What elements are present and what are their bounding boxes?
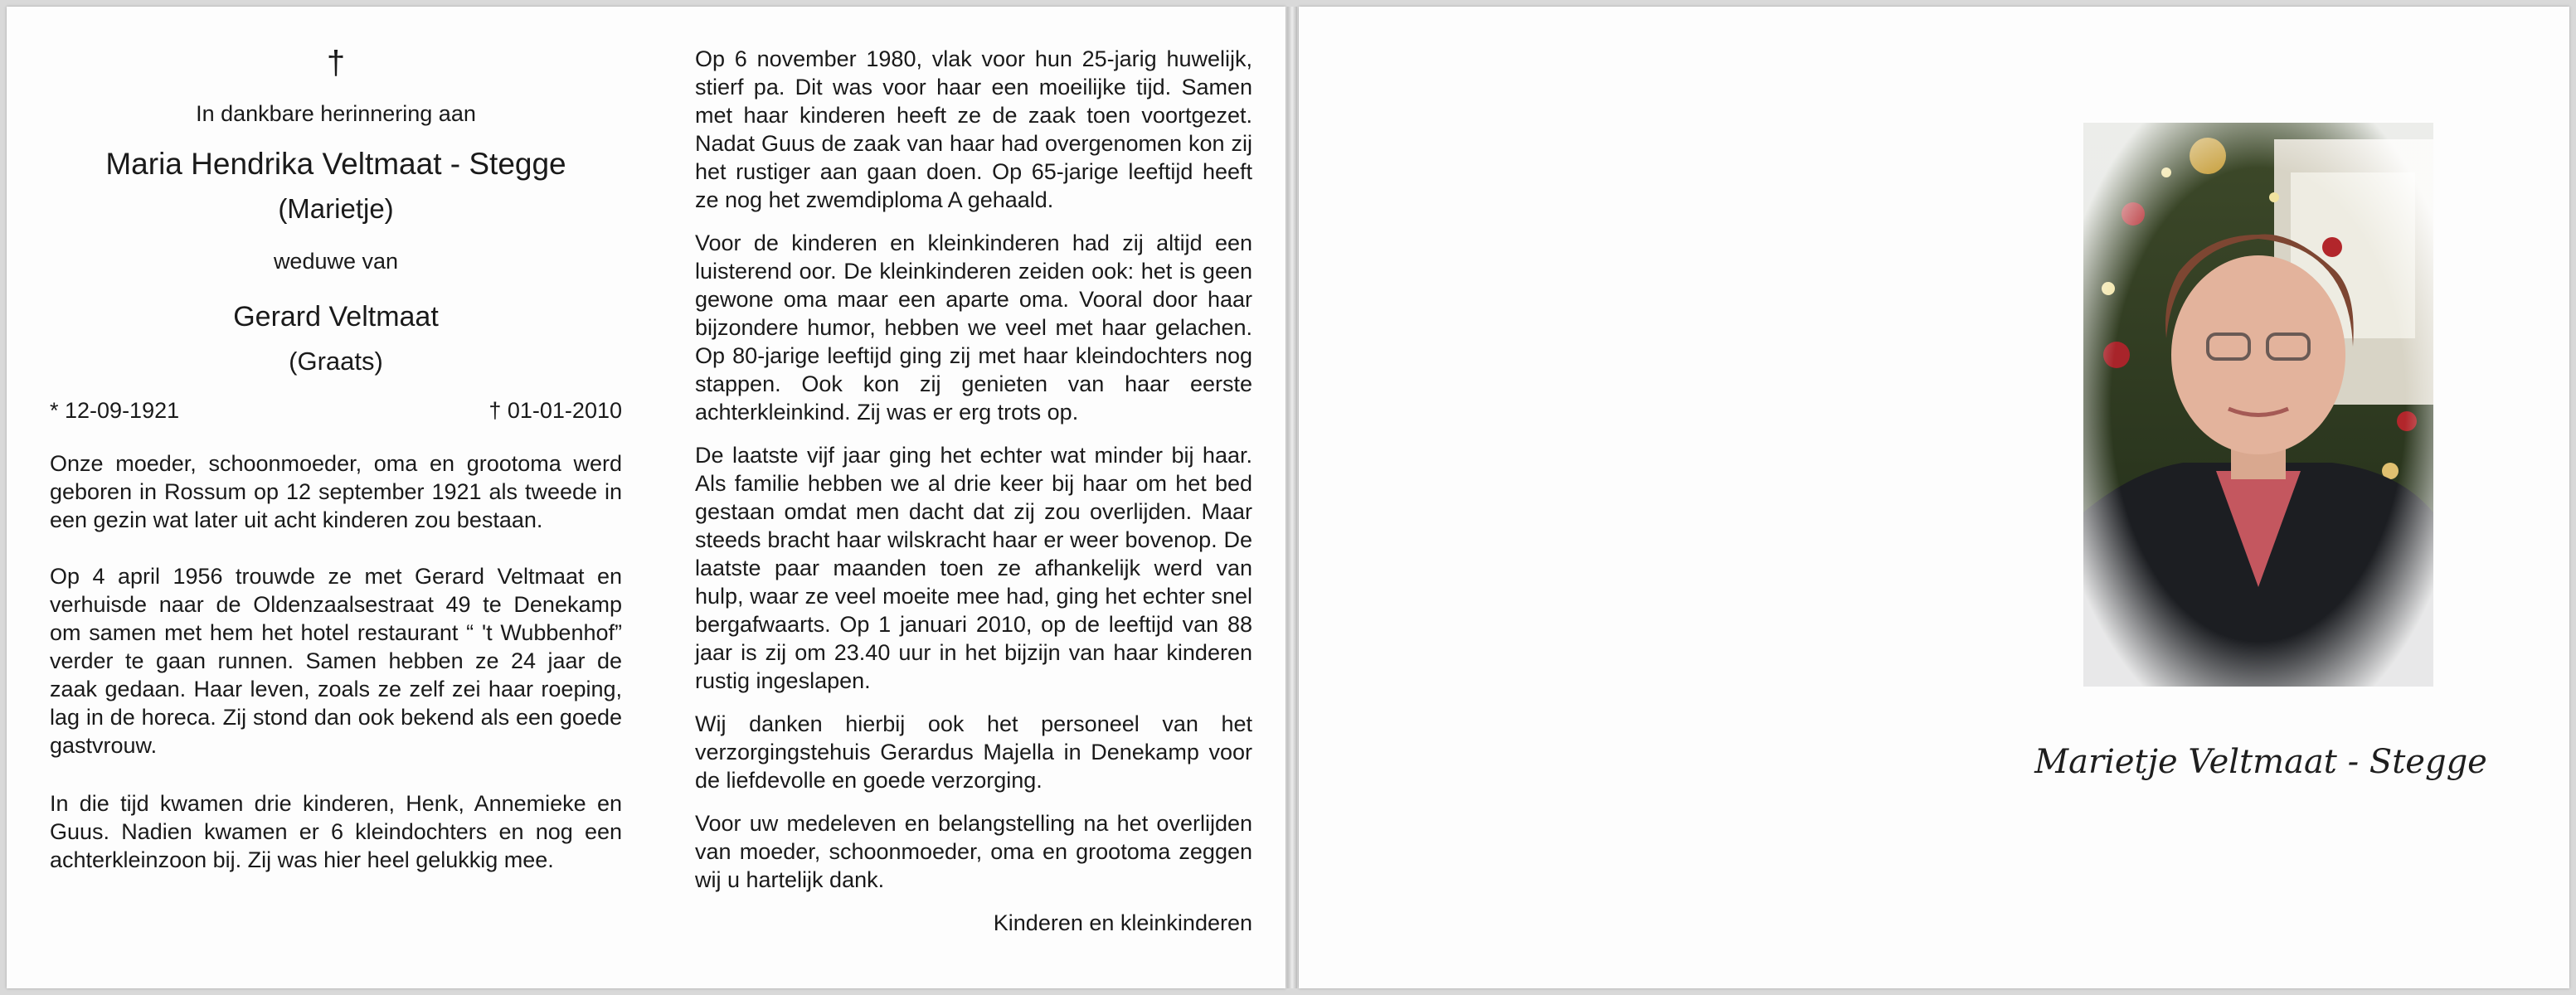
card-front	[1299, 7, 2569, 988]
column-left	[50, 38, 622, 889]
signature: Kinderen en kleinkinderen	[993, 910, 1252, 935]
paragraph: Onze moeder, schoonmoeder, oma en grootoma werd geboren in Rossum op 12 september 1921 als tweede in een gezin wat later uit acht kinderen zou bestaan.	[50, 451, 622, 532]
deceased-name: Maria Hendrika Veltmaat - Stegge	[105, 147, 566, 181]
spouse-nickname: (Graats)	[289, 347, 383, 376]
paragraph: Op 6 november 1980, vlak voor hun 25-jarig huwelijk, stierf pa. Dit was voor haar een moeilijke tijd. Samen met haar kinderen heeft ze de zaak toen voortgezet. Nadat Guus de zaak van haar had overgenomen kon zij het rustiger aan gaan doen. Op 65-jarige leeftijd heeft ze nog het zwemdiploma A gehaald.	[695, 46, 1252, 212]
widow-of-label: weduwe van	[273, 249, 399, 274]
paragraph: In die tijd kwamen drie kinderen, Henk, Annemieke en Guus. Nadien kwamen er 6 kleindochters en nog een achterkleinzoon bij. Zij was hier heel gelukkig mee.	[50, 791, 622, 872]
column-middle	[695, 45, 1252, 937]
card-fold	[1287, 7, 1297, 988]
card-inside	[7, 7, 1286, 988]
intro-text: In dankbare herinnering aan	[196, 101, 476, 126]
portrait-photo	[2083, 123, 2433, 687]
spouse-name: Gerard Veltmaat	[233, 301, 439, 332]
paragraph: Voor de kinderen en kleinkinderen had zij altijd een luisterend oor. De kleinkinderen zeiden ook: het is geen gewone oma maar een aparte oma. Vooral door haar bijzondere humor, hebben we veel met haar gelachen. Op 80-jarige leeftijd ging zij met haar kleindochters nog stappen. Ook kon zij genieten van haar eerste achterkleinkind. Zij was er erg trots op.	[695, 231, 1252, 425]
paragraph: Wij danken hierbij ook het personeel van het verzorgingstehuis Gerardus Majella in Denekamp voor de liefdevolle en goede verzorging.	[695, 711, 1252, 793]
paragraph: Op 4 april 1956 trouwde ze met Gerard Veltmaat en verhuisde naar de Oldenzaalsestraat 49 te Denekamp om samen met hem het hotel restaurant “ 't Wubbenhof” verder te gaan runnen. Samen hebben ze 24 jaar de zaak gedaan. Haar leven, zoals ze zelf zei haar roeping, lag in de horeca. Zij stond dan ook bekend als een goede gastvrouw.	[50, 564, 622, 758]
paragraph: Voor uw medeleven en belangstelling na het overlijden van moeder, schoonmoeder, oma en grootoma zeggen wij u hartelijk dank.	[695, 811, 1252, 892]
portrait-caption: Marietje Veltmaat - Stegge	[2034, 743, 2487, 781]
paragraph: De laatste vijf jaar ging het echter wat minder bij haar. Als familie hebben we al drie keer bij haar om het bed gestaan omdat men dacht dat zij zou overlijden. Maar steeds bracht haar wilskracht haar er weer bovenop. De laatste paar maanden toen ze afhankelijk werd van hulp, waar ze veel moeite mee had, ging het echter snel bergafwaarts. Op 1 januari 2010, op de leeftijd van 88 jaar is zij om 23.40 uur in het bijzijn van haar kinderen rustig ingeslapen.	[695, 443, 1252, 693]
death-date: † 01-01-2010	[488, 398, 622, 423]
birth-date: * 12-09-1921	[50, 398, 180, 423]
dates-row	[50, 396, 622, 425]
cross-symbol: †	[326, 45, 346, 81]
deceased-nickname: (Marietje)	[278, 193, 394, 224]
